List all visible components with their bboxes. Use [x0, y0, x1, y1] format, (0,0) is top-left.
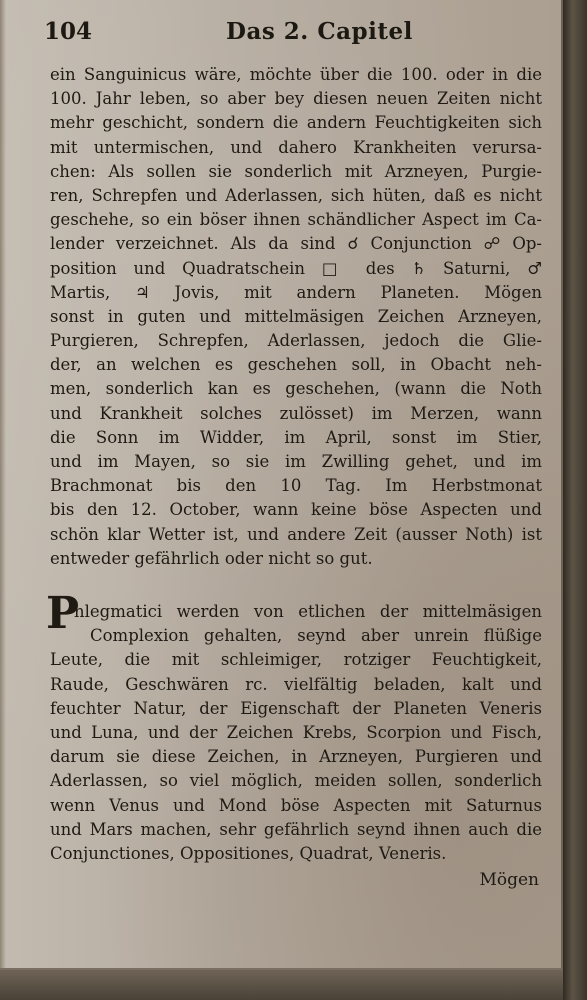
page-number: 104	[44, 18, 93, 45]
text-line: 100. Jahr leben, so aber bey diesen neuen Zeiten nicht	[50, 89, 542, 109]
text-line: men, sonderlich kan es geschehen, (wann die Noth	[50, 379, 542, 399]
text-line: mit untermischen, und dahero Krankheiten verursa-	[50, 137, 542, 157]
scan-bottom-border	[0, 970, 563, 1000]
text-line: Conjunctiones, Oppositiones, Quadrat, Veneris.	[50, 843, 447, 863]
running-head	[44, 18, 544, 48]
text-line: position und Quadratschein □ des ♄ Saturni, ♂	[50, 258, 542, 278]
text-line: Raude, Geschwären rc. vielfältig beladen, kalt und	[50, 674, 542, 694]
text-line: Brachmonat bis den 10 Tag. Im Herbstmonat	[50, 476, 542, 496]
text-line: bis den 12. October, wann keine böse Aspecten und	[50, 500, 542, 520]
text-line: lender verzeichnet. Als da sind ☌ Conjunction ☍ Op-	[50, 234, 542, 254]
text-line: und Krankheit solches zulösset) im Merzen, wann	[50, 403, 542, 423]
text-line: geschehe, so ein böser ihnen schändlicher Aspect im Ca-	[50, 210, 542, 230]
text-line: hlegmatici werden von etlichen der mittelmäsigen	[74, 602, 542, 621]
facing-page-edge	[563, 0, 587, 1000]
chapter-title: Das 2. Capitel	[226, 18, 413, 45]
text-line: schön klar Wetter ist, und andere Zeit (ausser Noth) ist	[50, 524, 542, 544]
text-line: Complexion gehalten, seynd aber unrein flüßige	[90, 626, 542, 646]
text-line: der, an welchen es geschehen soll, in Obacht neh-	[50, 355, 542, 375]
text-line: und im Mayen, so sie im Zwilling gehet, und im	[50, 452, 542, 471]
text-line: darum sie diese Zeichen, in Arzneyen, Purgieren und	[50, 747, 542, 767]
text-line: ein Sanguinicus wäre, möchte über die 100. oder in die	[50, 65, 542, 84]
text-line: Purgieren, Schrepfen, Aderlassen, jedoch die Glie-	[50, 331, 542, 351]
text-line: mehr geschicht, sondern die andern Feuchtigkeiten sich	[50, 113, 542, 133]
text-line: und Mars machen, sehr gefährlich seynd ihnen auch die	[50, 819, 542, 839]
paragraph-sanguinicus	[50, 63, 542, 571]
text-line: feuchter Natur, der Eigenschaft der Planeten Veneris	[50, 698, 542, 718]
text-line: entweder gefährlich oder nicht so gut.	[50, 548, 373, 568]
text-line: Aderlassen, so viel möglich, meiden sollen, sonderlich	[50, 771, 542, 791]
drop-cap-initial: P	[46, 588, 80, 639]
text-line: Leute, die mit schleimiger, rotziger Feuchtigkeit,	[50, 650, 542, 670]
text-line: Martis, ♃ Jovis, mit andern Planeten. Mögen	[50, 282, 542, 302]
text-line: ren, Schrepfen und Aderlassen, sich hüten, daß es nicht	[50, 185, 542, 205]
text-line: chen: Als sollen sie sonderlich mit Arzneyen, Purgie-	[50, 161, 542, 181]
text-line: die Sonn im Widder, im April, sonst im Stier,	[50, 427, 542, 447]
text-line: wenn Venus und Mond böse Aspecten mit Saturnus	[50, 795, 542, 815]
text-line: und Luna, und der Zeichen Krebs, Scorpion und Fisch,	[50, 722, 542, 742]
page-edge-shadow	[0, 0, 6, 968]
paragraph-phlegmatici	[50, 600, 542, 866]
catchword: Mögen	[479, 870, 539, 890]
text-line: sonst in guten und mittelmäsigen Zeichen Arzneyen,	[50, 306, 542, 326]
